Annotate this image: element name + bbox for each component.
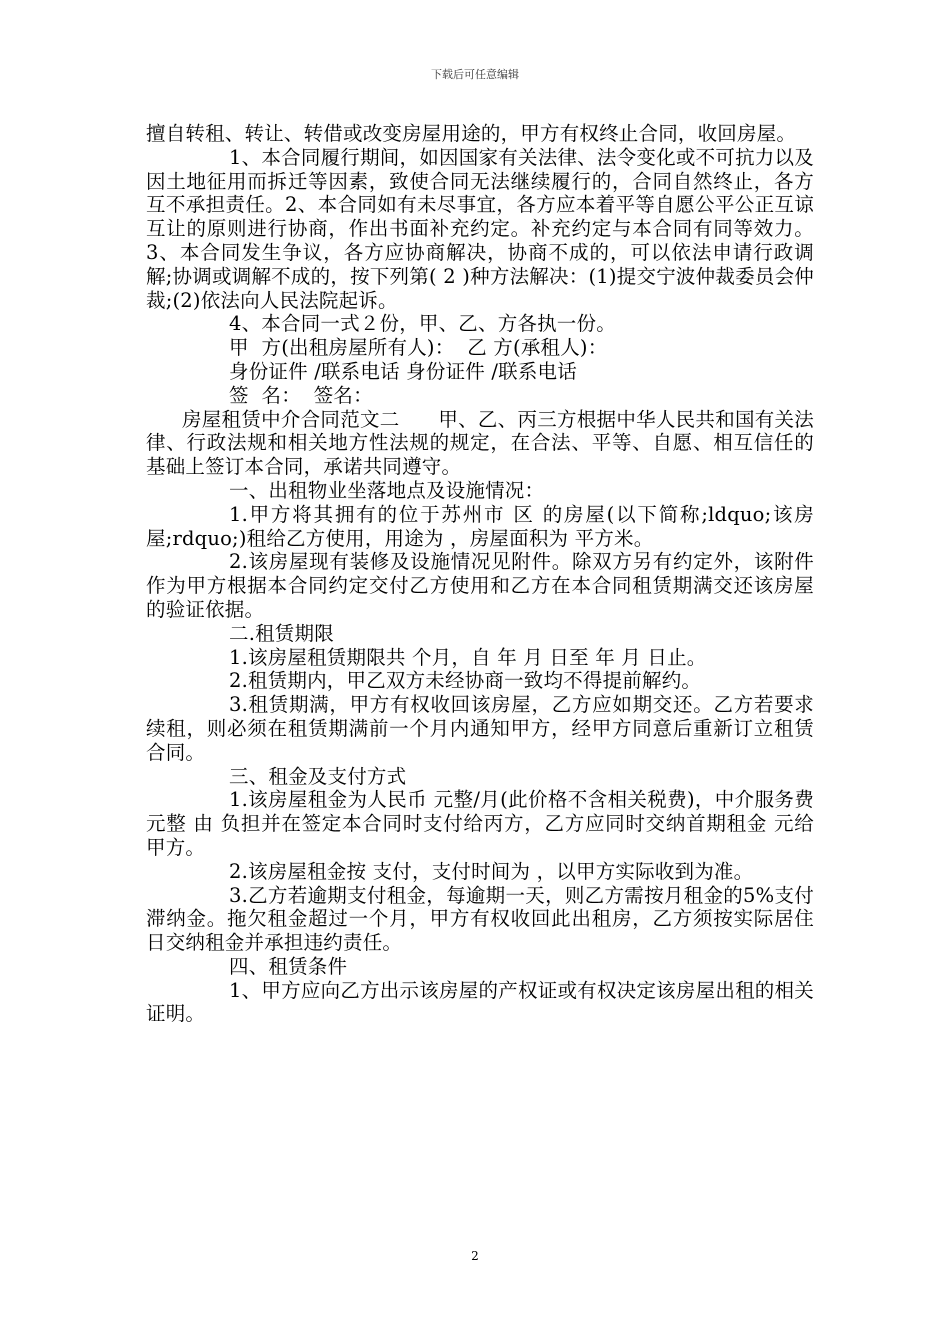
paragraph-lease-duration: 1.该房屋租赁期限共 个月，自 年 月 日至 年 月 日止。 xyxy=(229,645,707,669)
paragraph-rent-amount: 1.该房屋租金为人民币 元整/月(此价格不含相关税费)，中介服务费 元整 由 负担并在签定本合同时支付给丙方，乙方应同时交纳首期租金 元给甲方。 xyxy=(146,788,821,859)
paragraph-property-facilities: 2.该房屋现有装修及设施情况见附件。除双方另有约定外，该附件作为甲方根据本合同约定交付乙方使用和乙方在本合同租赁期满交还该房屋的验证依据。 xyxy=(146,550,814,621)
paragraph-late-payment: 3.乙方若逾期支付租金，每逾期一天，则乙方需按月租金的5%支付滞纳金。拖欠租金超过一个月，甲方有权收回此出租房，乙方须按实际居住日交纳租金并承担违约责任。 xyxy=(146,883,814,955)
paragraph-rent-payment: 2.该房屋租金按 支付，支付时间为 ，以甲方实际收到为准。 xyxy=(229,859,754,883)
paragraph-no-early-termination: 2.租赁期内，甲乙双方未经协商一致均不得提前解约。 xyxy=(229,669,702,693)
paragraph-copies: 4、本合同一式２份，甲、乙、方各执一份。 xyxy=(229,312,616,336)
document-body xyxy=(146,122,821,1026)
section-heading-lease-term: 二.租赁期限 xyxy=(229,621,334,645)
paragraph-lease-expiry: 3.租赁期满，甲方有权收回该房屋，乙方应如期交还。乙方若要求续租，则必须在租赁期满前一个月内通知甲方，经甲方同意后重新订立租赁合同。 xyxy=(146,693,814,764)
section-heading-rent: 三、租金及支付方式 xyxy=(229,764,407,788)
paragraph-property-location: 1.甲方将其拥有的位于苏州市 区 的房屋(以下简称;ldquo;该房屋;rdquo;)租给乙方使用，用途为 ，房屋面积为 平方米。 xyxy=(146,502,814,550)
paragraph-continuation: 擅自转租、转让、转借或改变房屋用途的，甲方有权终止合同，收回房屋。 xyxy=(146,122,797,145)
signature-sign-line: 签 名： 签名： xyxy=(229,383,373,407)
page-header: 下载后可任意编辑 xyxy=(431,68,519,81)
section-heading-conditions: 四、租赁条件 xyxy=(229,954,348,978)
paragraph-ownership-proof: 1、甲方应向乙方出示该房屋的产权证或有权决定该房屋出租的相关证明。 xyxy=(146,978,814,1026)
section-heading-property: 一、出租物业坐落地点及设施情况： xyxy=(229,478,545,502)
paragraph-termination-clauses: 1、本合同履行期间，如因国家有关法律、法令变化或不可抗力以及因土地征用而拆迁等因素，致使合同无法继续履行的，合同自然终止，各方互不承担责任。2、本合同如有未尽事宜，各方应本着平等自愿公平公正互谅互让的原则进行协商，作出书面补充约定。补充约定与本合同有同等效力。3、本合同发生争议，各方应协商解决，协商不成的，可以依法申请行政调解;协调或调解不成的，按下列第( 2 )种方法解决：(1)提交宁波仲裁委员会仲裁;(2)依法向人民法院起诉。 xyxy=(146,145,814,312)
page-number: 2 xyxy=(471,1249,479,1263)
paragraph-contract-two-intro: 房屋租赁中介合同范文二 甲、乙、丙三方根据中华人民共和国有关法律、行政法规和相关地方性法规的规定，在合法、平等、自愿、相互信任的基础上签订本合同，承诺共同遵守。 xyxy=(146,407,814,479)
signature-id-line: 身份证件 /联系电话 身份证件 /联系电话 xyxy=(229,359,577,383)
signature-parties-line: 甲 方(出租房屋所有人)： 乙 方(承租人)： xyxy=(229,336,608,360)
